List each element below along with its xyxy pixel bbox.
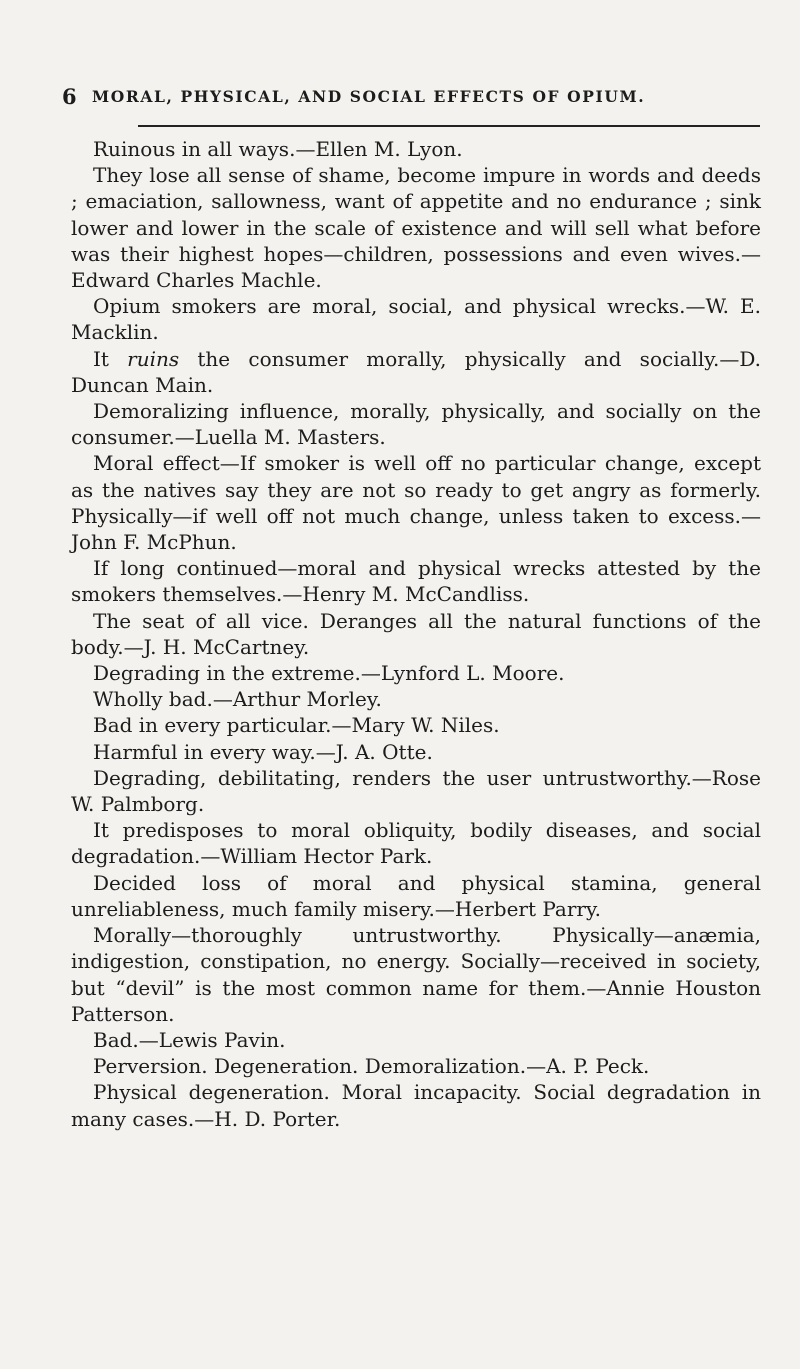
- testimony-entry: [71, 765, 761, 817]
- entry-text: Harmful in every way.: [93, 739, 316, 764]
- entry-text: Opium smokers are moral, social, and physical wrecks.: [93, 294, 686, 319]
- testimony-entry: [71, 608, 761, 660]
- entry-source: —Arthur Morley.: [212, 687, 382, 712]
- entry-source: —Annie Houston Patterson.: [71, 975, 761, 1026]
- entry-source: —J. H. McCartney.: [123, 634, 310, 659]
- testimony-entry: [71, 739, 761, 765]
- entry-source: —William Hector Park.: [200, 844, 433, 869]
- entry-source: —Luella M. Masters.: [174, 425, 386, 450]
- testimony-entry: [71, 817, 761, 869]
- entry-text-before: It: [93, 346, 128, 371]
- entry-text: The seat of all vice. Deranges all the natural functions of the body.: [71, 608, 761, 659]
- running-title: MORAL, PHYSICAL, AND SOCIAL EFFECTS OF OPIUM.: [92, 87, 646, 106]
- entry-source: —Lewis Pavin.: [138, 1027, 286, 1052]
- entry-text: Perversion. Degeneration. Demoralization.: [93, 1054, 527, 1079]
- entry-text: It predisposes to moral obliquity, bodily diseases, and social degradation.: [71, 818, 761, 869]
- entry-text: Wholly bad.: [93, 687, 213, 712]
- entry-text: the consumer morally, physically and socially.: [179, 346, 720, 371]
- entry-source: —Rose W. Palmborg.: [71, 765, 761, 817]
- entry-emphasis: ruins: [127, 346, 180, 371]
- entry-text: Ruinous in all ways.: [93, 137, 296, 161]
- testimony-entry: [71, 555, 761, 607]
- entry-source: —John F. McPhun.: [71, 503, 761, 555]
- testimony-entry: [71, 450, 761, 555]
- entry-text: Moral effect—If smoker is well off no particular change, except as the natives say they are not so ready to get angry as formerly. Physically—if well off not much change, unless taken to excess.: [71, 451, 761, 528]
- testimony-entry: [71, 398, 761, 450]
- testimony-entry: [71, 293, 761, 345]
- testimony-entry: [71, 1079, 761, 1131]
- testimony-entry: [71, 162, 761, 293]
- testimony-entry: [71, 686, 761, 712]
- entry-text: Bad.: [93, 1027, 139, 1052]
- entry-source: —Mary W. Niles.: [331, 713, 500, 738]
- entry-source: —W. E. Macklin.: [71, 294, 761, 345]
- entry-source: —Herbert Parry.: [434, 896, 601, 921]
- testimony-entry: [71, 922, 761, 1027]
- entry-source: —Henry M. McCandliss.: [282, 582, 530, 607]
- header-rule: [138, 125, 760, 127]
- entry-text: If long continued—moral and physical wrecks attested by the smokers themselves.: [71, 556, 761, 607]
- testimony-list: [71, 136, 761, 1132]
- entry-text: Degrading, debilitating, renders the user untrustworthy.: [93, 765, 692, 790]
- entry-text: Decided loss of moral and physical stamina, general unreliableness, much family misery.: [71, 870, 761, 921]
- entry-text: Physical degeneration. Moral incapacity. Social degradation in many cases.: [71, 1080, 761, 1131]
- testimony-entry: [71, 660, 761, 686]
- entry-text: Morally—thoroughly untrustworthy. Physically—anæmia, indigestion, constipation, no energy. Socially—received in society, but “devil” is the most common name for them.: [71, 923, 761, 1000]
- entry-source: —H. D. Porter.: [194, 1106, 341, 1131]
- entry-source: —A. P. Peck.: [526, 1054, 650, 1079]
- entry-source: —J. A. Otte.: [315, 739, 433, 764]
- testimony-entry: [71, 346, 761, 398]
- entry-text: They lose all sense of shame, become impure in words and deeds ; emaciation, sallowness, want of appetite and no endurance ; sink lower and lower in the scale of existence and will sell what before was their highest hopes—children, possessions and even wives.: [71, 163, 761, 266]
- testimony-entry: [71, 1053, 761, 1079]
- entry-source: —Edward Charles Machle.: [71, 241, 761, 293]
- entry-source: —D. Duncan Main.: [71, 346, 761, 397]
- testimony-entry: [71, 1027, 761, 1053]
- page-header: [62, 84, 762, 108]
- entry-source: —Ellen M. Lyon.: [295, 137, 463, 161]
- testimony-entry: [71, 136, 761, 162]
- page-number: 6: [62, 84, 77, 109]
- entry-text: Degrading in the extreme.: [93, 661, 361, 686]
- testimony-entry: [71, 712, 761, 738]
- entry-source: —Lynford L. Moore.: [360, 661, 565, 686]
- testimony-entry: [71, 870, 761, 922]
- entry-text: Demoralizing influence, morally, physically, and socially on the consumer.: [71, 399, 761, 450]
- entry-text: Bad in every particular.: [93, 713, 332, 738]
